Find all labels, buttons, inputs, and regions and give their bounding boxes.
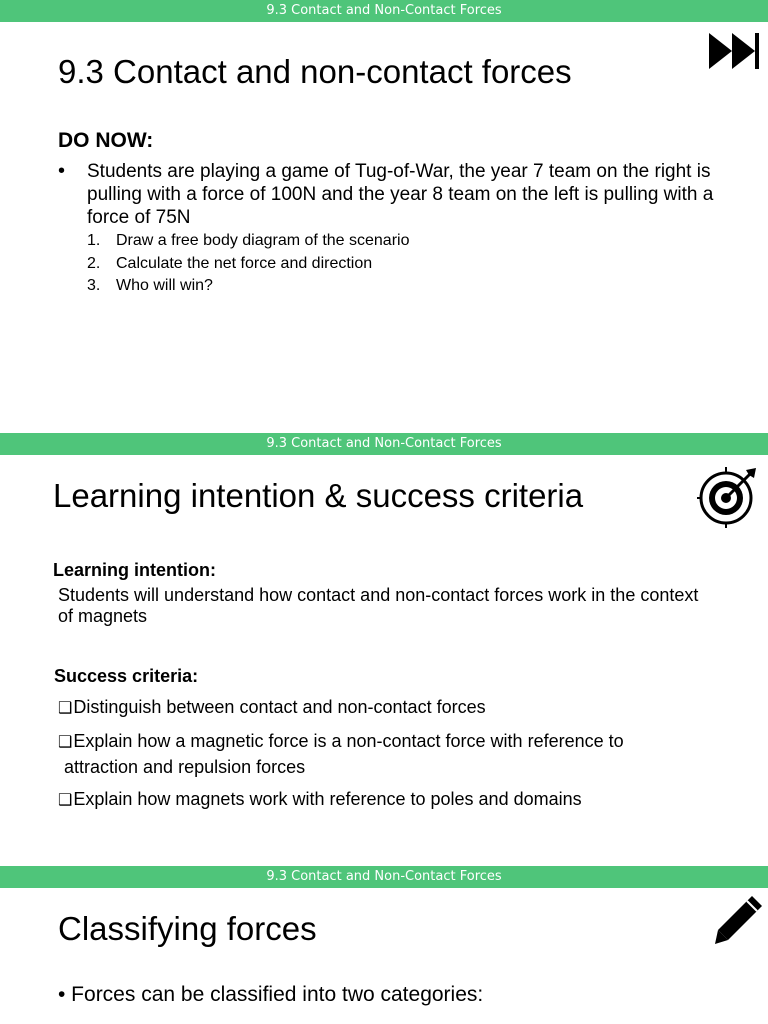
criteria-item: ❑Explain how a magnetic force is a non-contact force with reference to attraction and repulsion forces — [58, 731, 624, 777]
learning-intention-heading: Learning intention: — [53, 560, 216, 580]
slide-banner: 9.3 Contact and Non-Contact Forces — [0, 433, 768, 455]
checkbox-icon: ❑ — [58, 700, 73, 717]
slide-learning-intention — [0, 433, 768, 866]
slide-classifying-forces — [0, 866, 768, 1024]
slide-banner: 9.3 Contact and Non-Contact Forces — [0, 866, 768, 888]
slide-title: 9.3 Contact and non-contact forces — [58, 53, 572, 90]
list-item: 1. Draw a free body diagram of the scenario — [87, 232, 410, 249]
do-now-heading: DO NOW: — [58, 129, 154, 152]
list-item: 3. Who will win? — [87, 277, 213, 294]
scenario-text: Students are playing a game of Tug-of-War, the year 7 team on the right is pulling with a force of 100N and the year 8 team on the left is pulling with a force of 75N — [87, 161, 714, 228]
slide-title: Learning intention & success criteria — [53, 477, 584, 514]
task-list — [87, 230, 707, 298]
pencil-icon — [714, 894, 766, 951]
classification-bullet: • Forces can be classified into two categories: — [58, 983, 484, 1006]
learning-intention-text: Students will understand how contact and non-contact forces work in the context of magnets — [58, 585, 699, 626]
bullet-marker: • — [58, 160, 66, 182]
checkbox-icon: ❑ — [58, 734, 73, 751]
success-criteria-heading: Success criteria: — [54, 666, 199, 686]
target-icon — [696, 466, 758, 533]
criteria-item: ❑Distinguish between contact and non-contact forces — [58, 697, 486, 717]
list-item: 2. Calculate the net force and direction — [87, 254, 373, 272]
criteria-item: ❑Explain how magnets work with reference to poles and domains — [58, 789, 582, 809]
slide-title: Classifying forces — [58, 910, 317, 947]
slide-do-now — [0, 0, 768, 433]
checkbox-icon: ❑ — [58, 792, 73, 809]
fast-forward-icon[interactable] — [707, 31, 761, 76]
slide-banner: 9.3 Contact and Non-Contact Forces — [0, 0, 768, 22]
